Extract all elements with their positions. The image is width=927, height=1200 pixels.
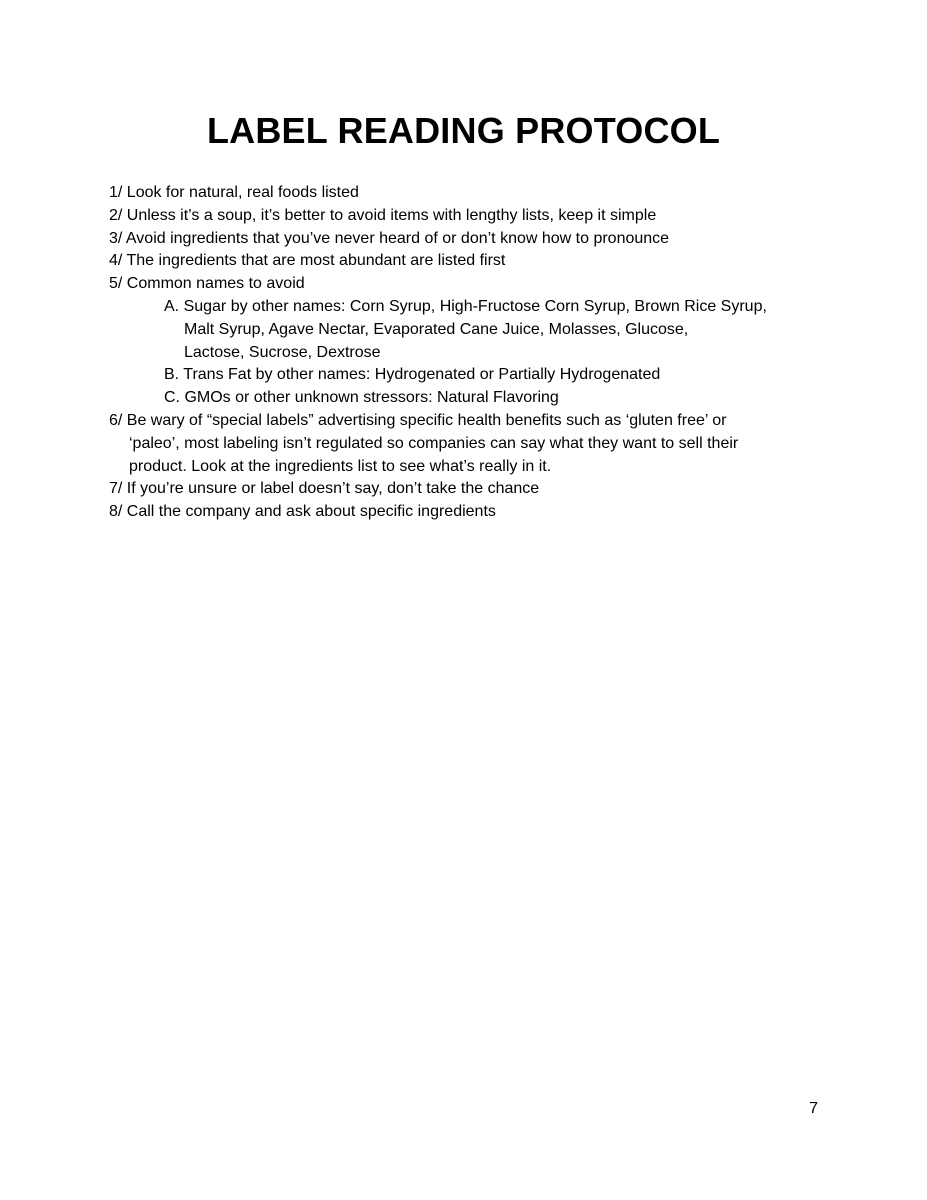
sub-item-b: B. Trans Fat by other names: Hydrogenated or Partially Hydrogenated	[164, 366, 661, 384]
list-item-4: 4/ The ingredients that are most abundant are listed first	[109, 252, 506, 270]
list-item-3: 3/ Avoid ingredients that you’ve never heard of or don’t know how to pronounce	[109, 229, 670, 247]
list-item-1: 1/ Look for natural, real foods listed	[109, 184, 359, 201]
page-title: LABEL READING PROTOCOL	[206, 110, 721, 151]
list-item-8: 8/ Call the company and ask about specific ingredients	[109, 503, 496, 521]
list-item-5: 5/ Common names to avoid	[109, 275, 305, 293]
sub-item-a-continued: Malt Syrup, Agave Nectar, Evaporated Cane Juice, Molasses, Glucose,	[184, 320, 689, 338]
sub-item-a: A. Sugar by other names: Corn Syrup, High-Fructose Corn Syrup, Brown Rice Syrup,	[164, 297, 767, 315]
list-item-6: 6/ Be wary of “special labels” advertising specific health benefits such as ‘gluten free’ or	[109, 411, 727, 429]
list-item-6-continued: ‘paleo’, most labeling isn’t regulated so companies can say what they want to sell their	[129, 434, 739, 452]
protocol-list	[109, 182, 829, 524]
list-item-6-continued-2: product. Look at the ingredients list to see what’s really in it.	[129, 457, 552, 475]
sub-item-c: C. GMOs or other unknown stressors: Natural Flavoring	[164, 389, 559, 407]
list-item-7: 7/ If you’re unsure or label doesn’t say, don’t take the chance	[109, 480, 540, 498]
sub-item-a-continued-2: Lactose, Sucrose, Dextrose	[184, 343, 381, 361]
list-item-2: 2/ Unless it’s a soup, it’s better to avoid items with lengthy lists, keep it simple	[109, 206, 657, 224]
page-number: 7	[809, 1100, 818, 1117]
